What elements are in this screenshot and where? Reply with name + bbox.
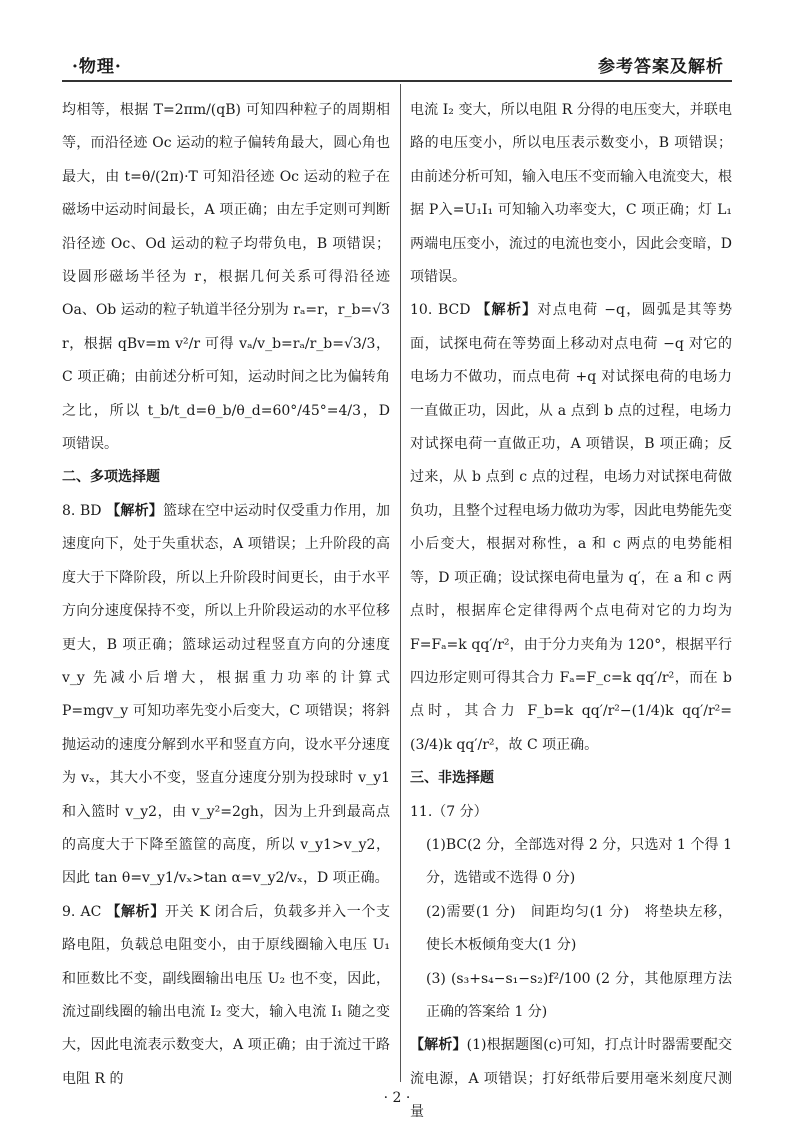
q10-label: 10. BCD bbox=[410, 302, 471, 319]
header-subject: ·物理· bbox=[72, 57, 122, 77]
q9-label: 9. AC bbox=[62, 903, 102, 920]
section-3-title: 三、非选择题 bbox=[410, 770, 494, 787]
q11-part-2: (2)需要(1 分) 间距均匀(1 分) 将垫块左移，使长木板倾角变大(1 分) bbox=[426, 903, 732, 954]
q7-continuation: 均相等，根据 T=2πm/(qB) 可知四种粒子的周期相等，而沿径迹 Oc 运动的粒子偏转角最大，圆心角也最大，由 t=θ/(2π)·T 可知沿径迹 Oc 运动的粒子在磁场中运动时间最长，A 项正确；由左手定则可判断沿径迹 Oc、Od 运动的粒子均带负电，B 项错误；设圆形磁场半径为 r，根据几何关系可得沿径迹 Oa、Ob 运动的粒子轨道半径分别为 rₐ=r，r_b=√3 r，根据 qBv=m v²/r 可得 vₐ/v_b=rₐ/r_b=√3/3，C 项正确；由前述分析可知，运动时间之比为偏转角之比，所以 t_b/t_d=θ_b/θ_d=60°/45°=4/3，D 项错误。 bbox=[62, 102, 390, 453]
q9-continuation: 电流 I₂ 变大，所以电阻 R 分得的电压变大，并联电路的电压变小，所以电压表示数变小，B 项错误；由前述分析可知，输入电压不变而输入电流变大，根据 P入=U₁I₁ 可知输入功率变大，C 项正确；灯 L₁ 两端电压变小，流过的电流也变小，因此会变暗，D 项错误。 bbox=[410, 102, 732, 286]
q11-part-1: (1)BC(2 分，全部选对得 2 分，只选对 1 个得 1 分，选错或不选得 0 分) bbox=[426, 836, 732, 887]
q11-tag: 【解析】 bbox=[410, 1037, 467, 1054]
page-number: · 2 · bbox=[383, 1090, 411, 1106]
q9-tag: 【解析】 bbox=[106, 903, 165, 920]
left-column bbox=[62, 94, 390, 1096]
q8-label: 8. BD bbox=[62, 502, 102, 519]
q8-tag: 【解析】 bbox=[106, 502, 163, 519]
section-2-title: 二、多项选择题 bbox=[62, 469, 160, 486]
q11-part-3: (3) (s₃+s₄−s₁−s₂)f²/100 (2 分，其他原理方法正确的答案给 1 分) bbox=[426, 970, 732, 1020]
header-title: 参考答案及解析 bbox=[598, 57, 724, 77]
q8-text: 篮球在空中运动时仅受重力作用，加速度向下，处于失重状态，A 项错误；上升阶段的高度大于下降阶段，所以上升阶段时间更长，由于水平方向分速度保持不变，所以上升阶段运动的水平位移更大，B 项正确；篮球运动过程竖直方向的分速度 v_y 先减小后增大，根据重力功率的计算式 P=mgv_y 可知功率先变小后变大，C 项错误；将斜抛运动的速度分解到水平和竖直方向，设水平分速度为 vₓ，其大小不变，竖直分速度分别为投球时 v_y1 和入篮时 v_y2，由 v_y²=2gh，因为上升到最高点的高度大于下降至篮筐的高度，所以 v_y1>v_y2，因此 tan θ=v_y1/vₓ>tan α=v_y2/vₓ，D 项正确。 bbox=[62, 502, 391, 887]
q11-analysis bbox=[410, 1029, 732, 1129]
q10-answer bbox=[410, 294, 732, 762]
q11-label: 11.（7 分） bbox=[410, 803, 488, 820]
q11-text: (1)根据题图(c)可知，打点计时器需要配交流电源，A 项错误；打好纸带后要用毫米刻度尺测量 bbox=[410, 1037, 732, 1121]
column-divider bbox=[400, 84, 401, 1082]
q10-tag: 【解析】 bbox=[476, 302, 538, 319]
right-column bbox=[410, 94, 732, 1130]
q9-answer bbox=[62, 896, 390, 1096]
q10-text: 对点电荷 −q，圆弧是其等势面，试探电荷在等势面上移动对点电荷 −q 对它的电场力不做功，而点电荷 +q 对试探电荷的电场力一直做正功，因此，从 a 点到 b 点的过程，电场力对试探电荷一直做正功，A 项错误，B 项正确；反过来，从 b 点到 c 点的过程，电场力对试探电荷做负功，且整个过程电场力做功为零，因此电势能先变小后变大，根据对称性，a 和 c 两点的电势能相等，D 项正确；设试探电荷电量为 q′，在 a 和 c 两点时，根据库仑定律得两个点电荷对它的力均为 F=Fₐ=k qq′/r²，由于分力夹角为 120°，根据平行四边形定则可得其合力 Fₐ=F_c=k qq′/r²，而在 b 点时，其合力 F_b=k qq′/r²−(1/4)k qq′/r²=(3/4)k qq′/r²，故 C 项正确。 bbox=[410, 302, 733, 753]
q9-text: 开关 K 闭合后，负载多并入一个支路电阻，负载总电阻变小，由于原线圈输入电压 U₁ 和匝数比不变，副线圈输出电压 U₂ 也不变，因此，流过副线圈的输出电流 I₂ 变大，输入电流 I₁ 随之变大，因此电流表示数变大，A 项正确；由于流过干路电阻 R 的 bbox=[62, 903, 391, 1087]
q8-answer bbox=[62, 495, 390, 896]
header-rule bbox=[62, 80, 732, 82]
